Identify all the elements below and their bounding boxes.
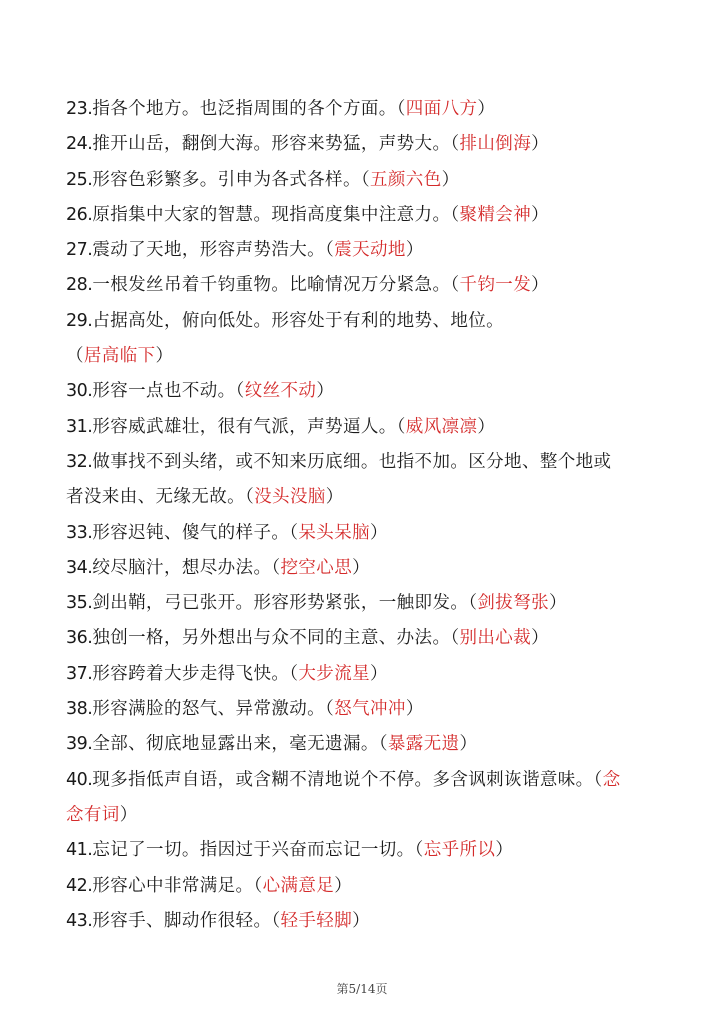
list-item-continuation <box>66 339 666 374</box>
item-definition: 形容手、脚动作很轻。（ <box>92 910 281 931</box>
list-item <box>66 869 666 904</box>
item-definition: 做事找不到头绪，或不知来历底细。也指不加。区分地、整个地或 <box>92 451 612 472</box>
close-paren: ） <box>531 628 550 649</box>
item-definition: 一根发丝吊着千钧重物。比喻情况万分紧急。（ <box>92 275 460 296</box>
item-number: 40. <box>66 769 93 790</box>
close-paren: ） <box>441 169 460 190</box>
list-item <box>66 233 666 268</box>
idiom-answer: 排山倒海 <box>459 134 532 155</box>
item-number: 31. <box>66 416 93 437</box>
document-body <box>66 92 666 939</box>
idiom-answer: 纹丝不动 <box>244 381 317 402</box>
item-definition: 推开山岳，翻倒大海。形容来势猛，声势大。（ <box>92 134 460 155</box>
item-number: 37. <box>66 663 93 684</box>
item-definition: 者没来由、无缘无故。（ <box>66 487 255 508</box>
close-paren: ） <box>370 522 388 543</box>
list-item-continuation <box>66 798 666 833</box>
idiom-answer: 五颜六色 <box>370 169 442 190</box>
item-definition: 形容心中非常满足。（ <box>92 875 263 896</box>
idiom-answer: 威风凛凛 <box>405 416 478 437</box>
close-paren: ） <box>477 416 496 437</box>
idiom-answer: 忘乎所以 <box>423 840 496 861</box>
item-definition: 忘记了一切。指因过于兴奋而忘记一切。（ <box>92 840 424 861</box>
list-item <box>66 586 666 621</box>
close-paren: ） <box>352 910 371 931</box>
page-number: 第5/14页 <box>336 982 388 996</box>
item-number: 30. <box>66 381 93 402</box>
idiom-answer: 千钧一发 <box>459 275 532 296</box>
item-definition: 形容跨着大步走得飞快。（ <box>92 663 299 684</box>
list-item <box>66 904 666 939</box>
item-definition: 独创一格，另外想出与众不同的主意、办法。（ <box>92 628 460 649</box>
list-item <box>66 551 666 586</box>
idiom-answer: 四面八方 <box>405 99 478 119</box>
item-definition: 形容威武雄壮，很有气派，声势逼人。（ <box>92 416 406 437</box>
list-item <box>66 92 666 127</box>
idiom-answer: 震天动地 <box>334 240 406 261</box>
idiom-answer: 暴露无遗 <box>387 734 460 755</box>
close-paren: ） <box>370 663 388 684</box>
close-paren: ） <box>316 381 335 402</box>
item-number: 28. <box>66 275 93 296</box>
idiom-answer: 心满意足 <box>262 875 335 896</box>
list-item <box>66 727 666 762</box>
item-definition: （ <box>66 346 84 367</box>
item-definition: 震动了天地，形容声势浩大。（ <box>92 240 335 261</box>
item-definition: 形容色彩繁多。引申为各式各样。（ <box>92 169 370 190</box>
item-number: 23. <box>66 99 93 119</box>
idiom-answer: 没头没脑 <box>254 487 326 508</box>
close-paren: ） <box>334 875 353 896</box>
item-number: 26. <box>66 204 93 225</box>
idiom-answer: 大步流星 <box>298 663 371 684</box>
item-definition: 绞尽脑汁，想尽办法。（ <box>92 557 281 578</box>
list-item <box>66 374 666 409</box>
idiom-answer: 怒气冲冲 <box>334 699 406 720</box>
idiom-answer: 念 <box>602 769 621 790</box>
item-definition: 现多指低声自语，或含糊不清地说个不停。多含讽刺诙谐意味。（ <box>92 769 603 790</box>
list-item <box>66 304 666 339</box>
list-item <box>66 198 666 233</box>
item-number: 25. <box>66 169 93 190</box>
idiom-answer: 挖空心思 <box>280 557 353 578</box>
list-item <box>66 516 666 551</box>
item-definition: 全部、彻底地显露出来，毫无遗漏。（ <box>92 734 388 755</box>
item-number: 35. <box>66 593 93 614</box>
list-item <box>66 410 666 445</box>
item-number: 41. <box>66 840 93 861</box>
idiom-answer: 别出心裁 <box>459 628 532 649</box>
close-paren: ） <box>531 204 550 225</box>
close-paren: ） <box>495 840 514 861</box>
close-paren: ） <box>477 99 496 119</box>
idiom-answer: 呆头呆脑 <box>298 522 371 543</box>
list-item <box>66 763 666 798</box>
list-item <box>66 833 666 868</box>
list-item <box>66 621 666 656</box>
item-number: 43. <box>66 910 93 931</box>
item-number: 29. <box>66 310 93 331</box>
item-definition: 形容一点也不动。（ <box>92 381 245 402</box>
item-number: 32. <box>66 451 93 472</box>
close-paren: ） <box>325 487 344 508</box>
close-paren: ） <box>531 275 550 296</box>
list-item <box>66 127 666 162</box>
item-definition: 形容满脸的怒气、异常激动。（ <box>92 699 335 720</box>
close-paren: ） <box>549 593 567 614</box>
close-paren: ） <box>531 134 550 155</box>
item-number: 24. <box>66 134 93 155</box>
item-number: 42. <box>66 875 93 896</box>
list-item <box>66 692 666 727</box>
list-item <box>66 445 666 480</box>
close-paren: ） <box>119 804 138 825</box>
list-item-continuation <box>66 480 666 515</box>
item-definition: 占据高处，俯向低处。形容处于有利的地势、地位。 <box>92 310 505 331</box>
idiom-answer: 念有词 <box>66 804 120 825</box>
list-item <box>66 268 666 303</box>
item-definition: 原指集中大家的智慧。现指高度集中注意力。（ <box>92 204 460 225</box>
item-number: 38. <box>66 699 93 720</box>
close-paren: ） <box>405 240 424 261</box>
idiom-answer: 居高临下 <box>83 346 156 367</box>
idiom-answer: 聚精会神 <box>459 204 532 225</box>
item-number: 34. <box>66 557 93 578</box>
idiom-answer: 轻手轻脚 <box>280 910 353 931</box>
item-number: 27. <box>66 240 93 261</box>
idiom-answer: 剑拔弩张 <box>477 593 550 614</box>
close-paren: ） <box>405 699 424 720</box>
list-item <box>66 657 666 692</box>
close-paren: ） <box>155 346 174 367</box>
item-number: 39. <box>66 734 93 755</box>
close-paren: ） <box>459 734 478 755</box>
close-paren: ） <box>352 557 371 578</box>
item-definition: 形容迟钝、傻气的样子。（ <box>92 522 299 543</box>
item-number: 33. <box>66 522 93 543</box>
item-number: 36. <box>66 628 93 649</box>
list-item <box>66 163 666 198</box>
item-definition: 指各个地方。也泛指周围的各个方面。（ <box>92 99 406 119</box>
item-definition: 剑出鞘，弓已张开。形容形势紧张，一触即发。（ <box>92 593 478 614</box>
